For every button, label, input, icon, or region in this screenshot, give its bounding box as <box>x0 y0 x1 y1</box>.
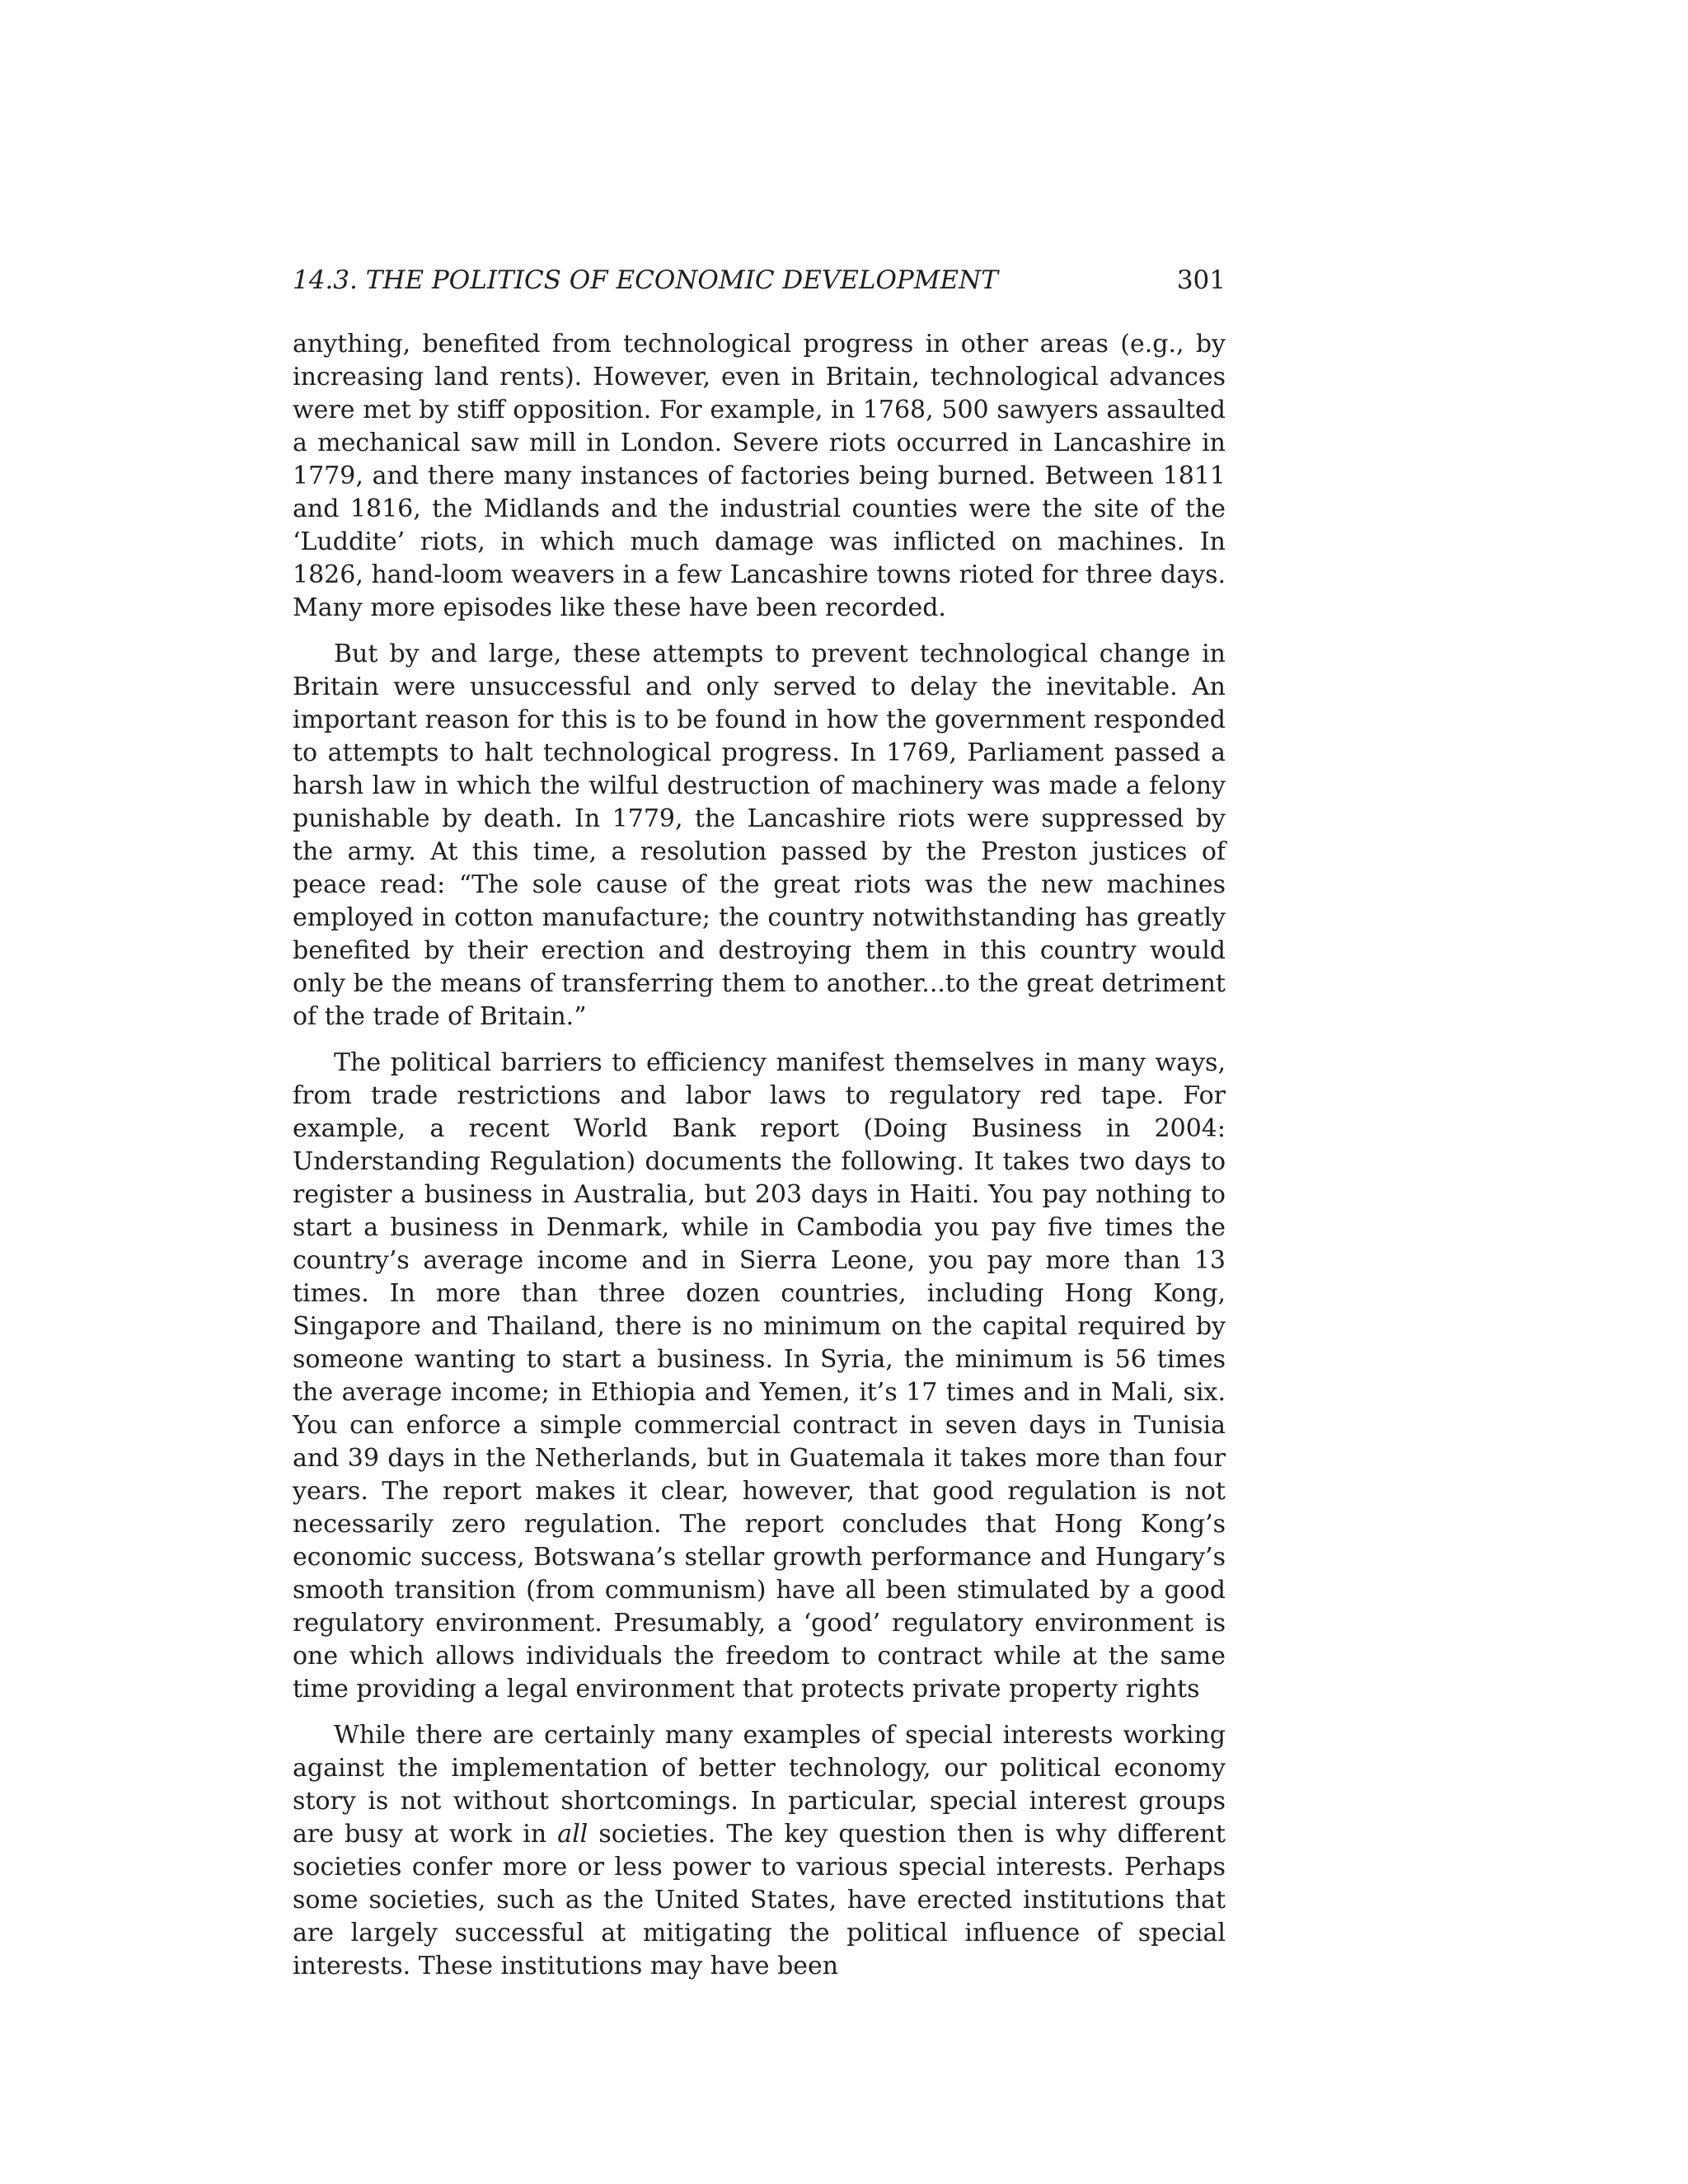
body-text <box>293 328 1226 1983</box>
paragraph-4-text-end: societies. The key question then is why different societies confer more or less power to various special interests. Perhaps some societies, such as the United States, have erected institutions that are largely successful at mitigating the political influence of special interests. These institutions may have been <box>293 1820 1226 1980</box>
paragraph-1: anything, benefited from technological progress in other areas (e.g., by increasing land rents). However, even in Britain, technological advances were met by stiff opposition. For example, in 1768, 500 sawyers assaulted a mechanical saw mill in London. Severe riots occurred in Lancashire in 1779, and there many instances of factories being burned. Between 1811 and 1816, the Midlands and the industrial counties were the site of the ‘Luddite’ riots, in which much damage was inflicted on machines. In 1826, hand-loom weavers in a few Lancashire towns rioted for three days. Many more episodes like these have been recorded. <box>293 330 1226 622</box>
running-header <box>293 262 1226 298</box>
paragraph-2: But by and large, these attempts to prevent technological change in Britain were unsuccessful and only served to delay the inevitable. An important reason for this is to be found in how the government responded to attempts to halt technological progress. In 1769, Parliament passed a harsh law in which the wilful destruction of machinery was made a felony punishable by death. In 1779, the Lancashire riots were suppressed by the army. At this time, a resolution passed by the Preston justices of peace read: “The sole cause of the great riots was the new machines employed in cotton manufacture; the country notwithstanding has greatly benefited by their erection and destroying them in this country would only be the means of transferring them to another...to the great detriment of the trade of Britain.” <box>293 640 1226 1031</box>
paragraph-3: The political barriers to efficiency manifest themselves in many ways, from trade restrictions and labor laws to regulatory red tape. For example, a recent World Bank report (Doing Business in 2004: Understanding Regulation) documents the following. It takes two days to register a business in Australia, but 203 days in Haiti. You pay nothing to start a business in Denmark, while in Cambodia you pay five times the country’s average income and in Sierra Leone, you pay more than 13 times. In more than three dozen countries, including Hong Kong, Singapore and Thailand, there is no minimum on the capital required by someone wanting to start a business. In Syria, the minimum is 56 times the average income; in Ethiopia and Yemen, it’s 17 times and in Mali, six. You can enforce a simple commercial contract in seven days in Tunisia and 39 days in the Netherlands, but in Guatemala it takes more than four years. The report makes it clear, however, that good regulation is not necessarily zero regulation. The report concludes that Hong Kong’s economic success, Botswana’s stellar growth performance and Hungary’s smooth transition (from communism) have all been stimulated by a good regulatory environment. Presumably, a ‘good’ regulatory environment is one which allows individuals the freedom to contract while at the same time providing a legal environment that protects private property rights <box>293 1048 1226 1704</box>
paragraph-4 <box>293 1719 1226 1983</box>
page-number: 301 <box>1176 265 1226 295</box>
paragraph-4-emphasis: all <box>557 1820 588 1849</box>
paragraph-4-text-start: While there are certainly many examples of special interests working against the implementation of better technology, our political economy story is not without shortcomings. In particular, special interest groups are busy at work in <box>293 1721 1226 1849</box>
section-title: 14.3. THE POLITICS OF ECONOMIC DEVELOPMENT <box>293 265 998 295</box>
book-page <box>293 262 1226 1996</box>
